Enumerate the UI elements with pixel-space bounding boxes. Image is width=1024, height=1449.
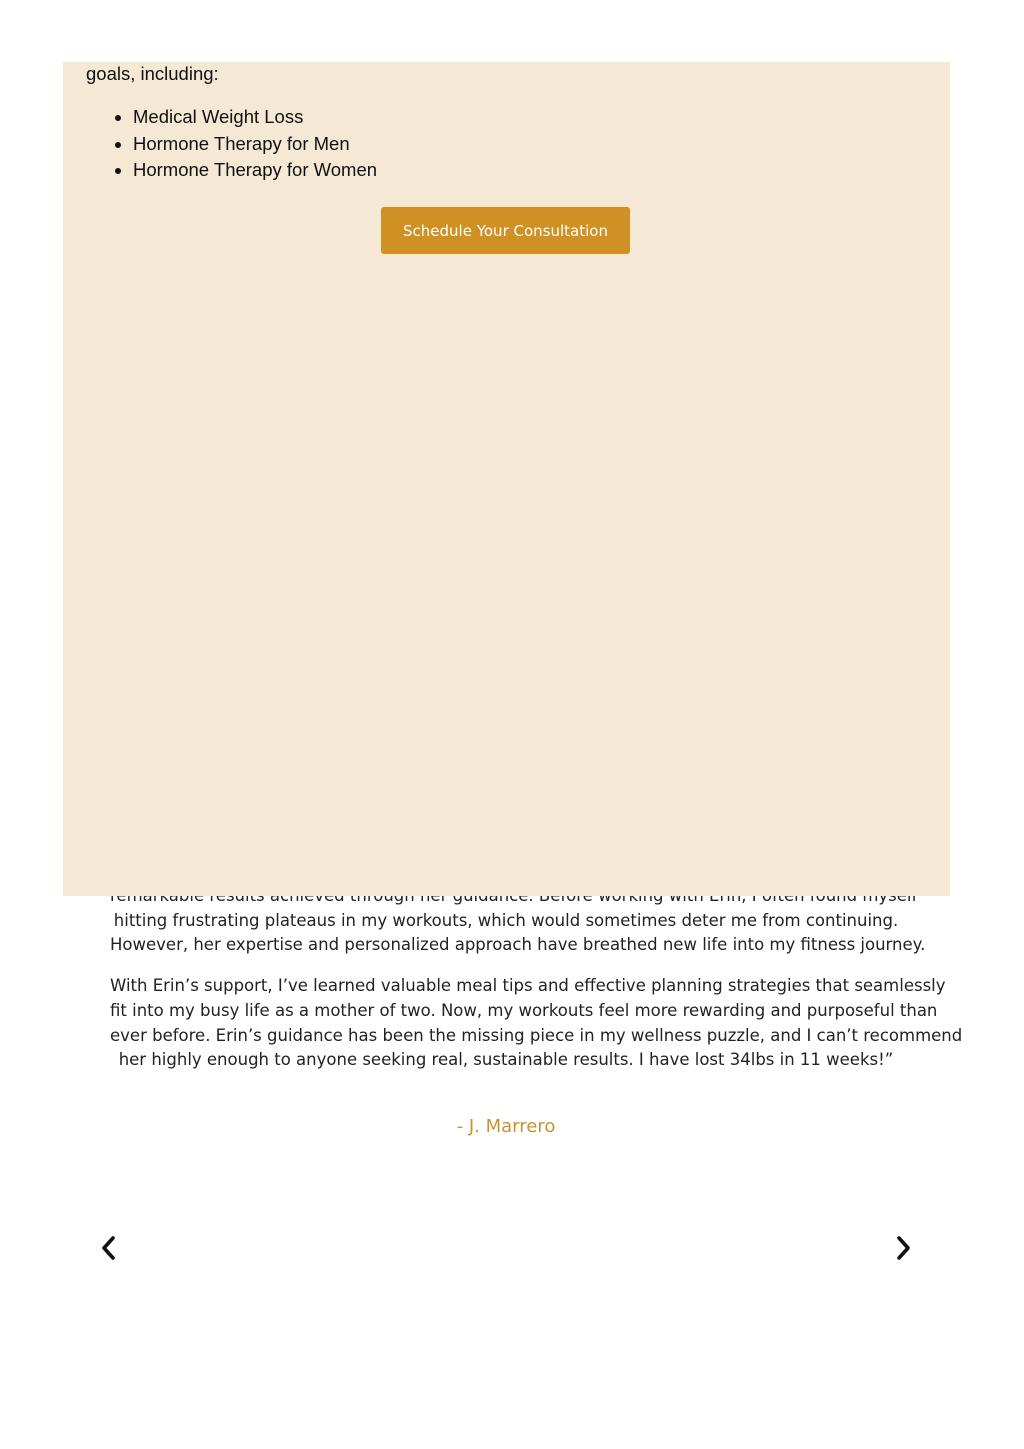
testimonial-paragraph-2 [110, 974, 963, 1073]
chevron-left-icon [99, 1235, 117, 1261]
testimonial-line: fit into my busy life as a mother of two. Now, my workouts feel more rewarding and purposeful than [110, 1000, 938, 1020]
carousel-prev-button[interactable] [93, 1232, 123, 1264]
testimonial-author: - J. Marrero [456, 1115, 556, 1137]
chevron-right-icon [895, 1235, 913, 1261]
testimonial-line: With Erin’s support, I’ve learned valuable meal tips and effective planning strategies that seamlessly [110, 976, 946, 996]
panel-intro-text: goals, including: [86, 63, 219, 84]
schedule-consultation-button[interactable]: Schedule Your Consultation [381, 207, 630, 254]
list-item: • Hormone Therapy for Women [133, 157, 377, 184]
services-panel [63, 62, 950, 896]
list-item: • Medical Weight Loss [133, 104, 377, 131]
list-item: • Hormone Therapy for Men [133, 131, 377, 158]
testimonial [110, 884, 963, 1137]
testimonial-line: her highly enough to anyone seeking real, sustainable results. I have lost 34lbs in 11 weeks!” [118, 1050, 894, 1070]
testimonial-line: hitting frustrating plateaus in my workouts, which would sometimes deter me from continuing. [113, 910, 899, 930]
testimonial-line: However, her expertise and personalized approach have breathed new life into my fitness journey. [110, 935, 926, 955]
carousel-next-button[interactable] [889, 1232, 919, 1264]
services-list [113, 104, 377, 184]
testimonial-line: ever before. Erin’s guidance has been the missing piece in my wellness puzzle, and I can’t recommend [110, 1025, 963, 1045]
